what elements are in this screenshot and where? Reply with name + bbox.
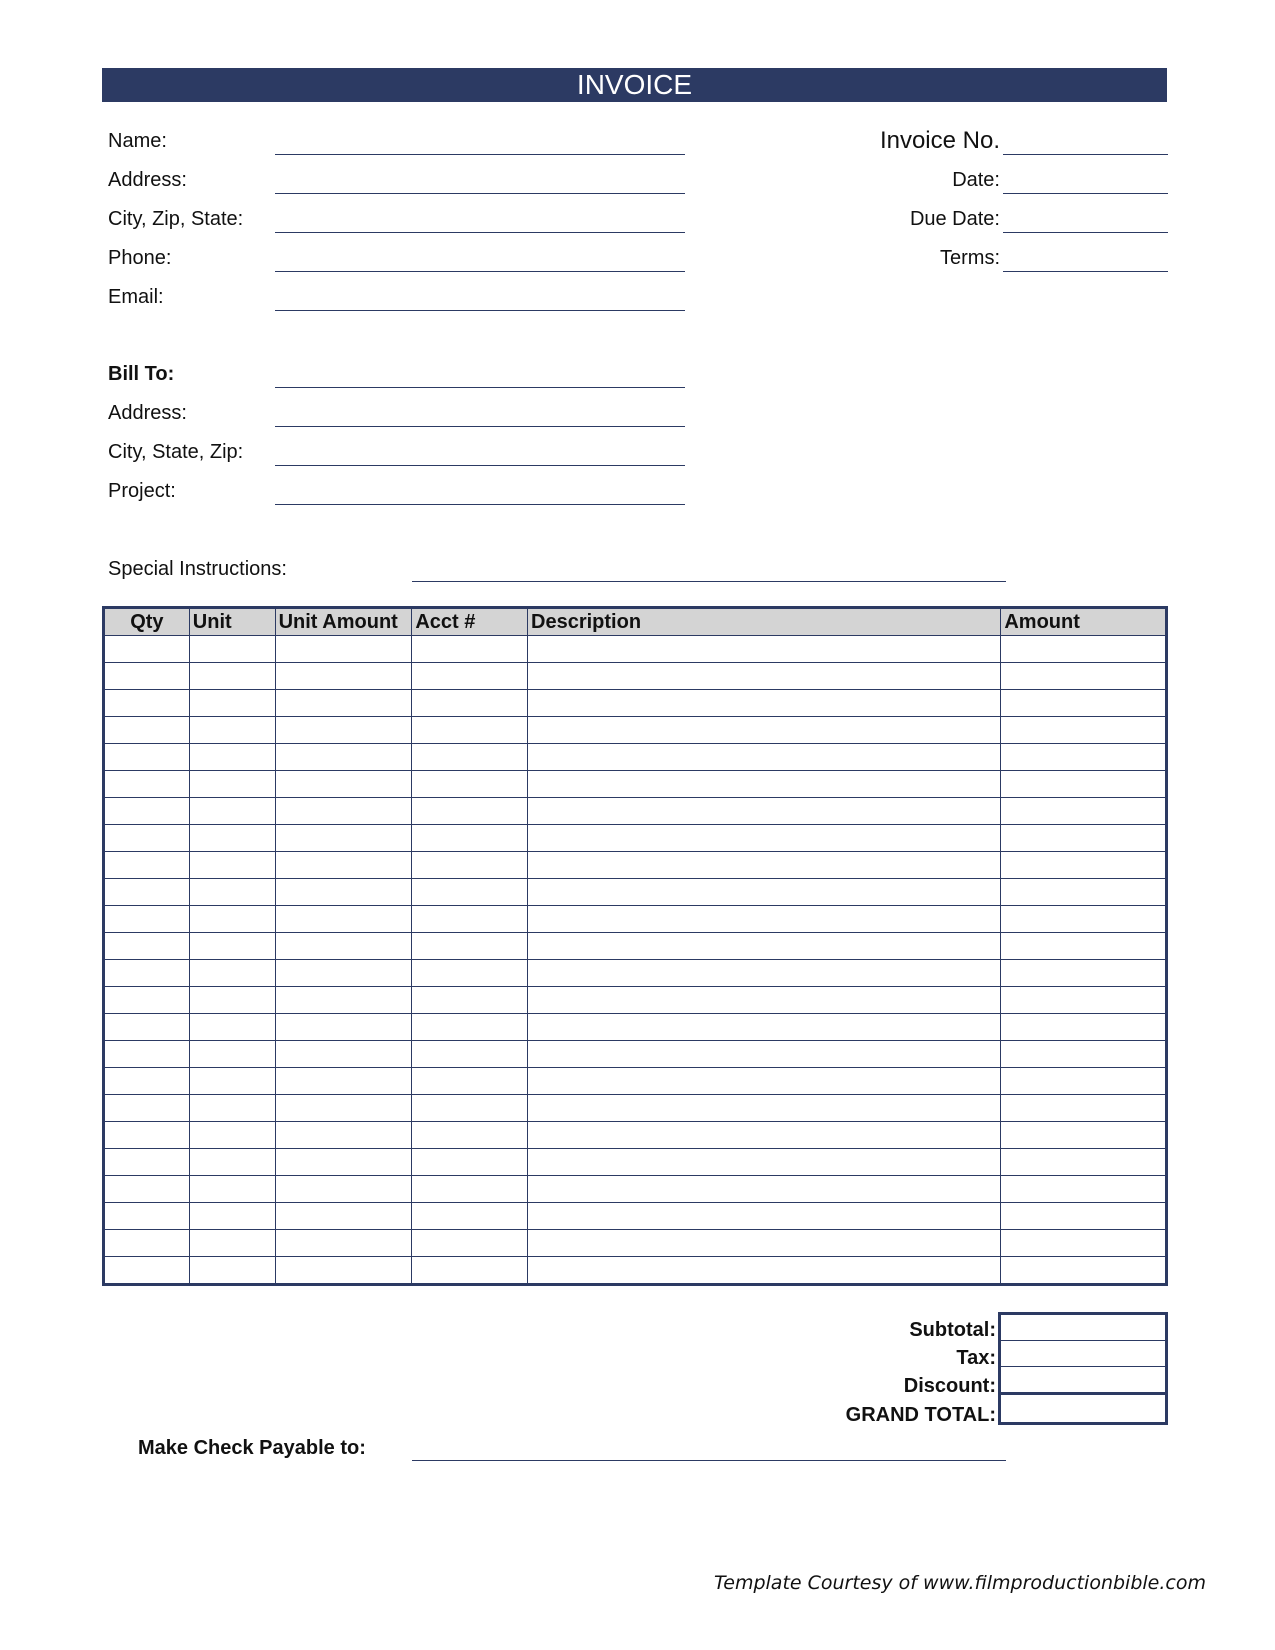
table-row [104, 1095, 1167, 1122]
table-cell[interactable] [528, 960, 1001, 987]
table-cell[interactable] [528, 744, 1001, 771]
table-cell[interactable] [104, 933, 190, 960]
table-cell[interactable] [104, 906, 190, 933]
table-cell[interactable] [412, 771, 528, 798]
table-cell[interactable] [275, 744, 412, 771]
table-cell[interactable] [275, 960, 412, 987]
payable-to-label: Make Check Payable to: [138, 1437, 366, 1459]
table-cell[interactable] [528, 690, 1001, 717]
table-cell[interactable] [1001, 1230, 1167, 1257]
table-row [104, 933, 1167, 960]
phone-label: Phone: [108, 247, 172, 269]
table-cell[interactable] [528, 1122, 1001, 1149]
name-label: Name: [108, 130, 167, 152]
table-cell[interactable] [1001, 1095, 1167, 1122]
table-cell[interactable] [528, 852, 1001, 879]
table-cell[interactable] [1001, 1014, 1167, 1041]
table-row [104, 1203, 1167, 1230]
project-field[interactable] [275, 504, 685, 505]
bill-city-state-zip-field[interactable] [275, 465, 685, 466]
table-cell[interactable] [104, 744, 190, 771]
table-row [104, 1257, 1167, 1285]
table-cell[interactable] [1001, 636, 1167, 663]
table-cell[interactable] [275, 1068, 412, 1095]
special-instructions-field[interactable] [412, 581, 1006, 582]
totals-box [998, 1312, 1168, 1425]
bill-to-field[interactable] [275, 387, 685, 388]
name-field[interactable] [275, 154, 685, 155]
table-cell[interactable] [412, 1257, 528, 1285]
table-row [104, 1014, 1167, 1041]
table-row [104, 690, 1167, 717]
table-cell[interactable] [528, 798, 1001, 825]
table-row [104, 798, 1167, 825]
table-cell[interactable] [275, 987, 412, 1014]
table-row [104, 960, 1167, 987]
table-cell[interactable] [412, 960, 528, 987]
table-cell[interactable] [1001, 744, 1167, 771]
table-cell[interactable] [528, 663, 1001, 690]
table-cell[interactable] [412, 879, 528, 906]
table-cell[interactable] [275, 636, 412, 663]
table-cell[interactable] [1001, 933, 1167, 960]
table-cell[interactable] [104, 1176, 190, 1203]
payable-to-field[interactable] [412, 1460, 1006, 1461]
table-cell[interactable] [104, 717, 190, 744]
table-cell[interactable] [1001, 1041, 1167, 1068]
table-cell[interactable] [1001, 852, 1167, 879]
table-cell[interactable] [189, 1014, 275, 1041]
table-cell[interactable] [528, 1230, 1001, 1257]
table-cell[interactable] [104, 852, 190, 879]
table-cell[interactable] [104, 1257, 190, 1285]
table-cell[interactable] [1001, 825, 1167, 852]
table-cell[interactable] [189, 852, 275, 879]
table-cell[interactable] [528, 825, 1001, 852]
table-cell[interactable] [528, 1176, 1001, 1203]
table-cell[interactable] [1001, 960, 1167, 987]
table-cell[interactable] [189, 960, 275, 987]
table-cell[interactable] [104, 636, 190, 663]
email-label: Email: [108, 286, 164, 308]
due-date-field[interactable] [1003, 232, 1168, 233]
address-field[interactable] [275, 193, 685, 194]
table-cell[interactable] [189, 663, 275, 690]
table-cell[interactable] [275, 1095, 412, 1122]
invoice-no-label: Invoice No. [879, 127, 1000, 154]
date-label: Date: [952, 169, 1000, 191]
col-header-acct: Acct # [412, 608, 528, 636]
city-zip-state-label: City, Zip, State: [108, 208, 244, 230]
table-cell[interactable] [104, 960, 190, 987]
table-row [104, 1122, 1167, 1149]
table-cell[interactable] [1001, 717, 1167, 744]
table-cell[interactable] [412, 1014, 528, 1041]
table-cell[interactable] [189, 1122, 275, 1149]
table-cell[interactable] [528, 906, 1001, 933]
table-cell[interactable] [104, 663, 190, 690]
table-row [104, 906, 1167, 933]
col-header-unit-amount: Unit Amount [275, 608, 412, 636]
table-cell[interactable] [412, 1122, 528, 1149]
terms-field[interactable] [1003, 271, 1168, 272]
table-row [104, 852, 1167, 879]
table-cell[interactable] [412, 933, 528, 960]
table-cell[interactable] [275, 798, 412, 825]
table-cell[interactable] [528, 879, 1001, 906]
table-cell[interactable] [104, 771, 190, 798]
table-cell[interactable] [275, 1230, 412, 1257]
table-cell[interactable] [189, 1149, 275, 1176]
table-cell[interactable] [412, 1176, 528, 1203]
table-cell[interactable] [104, 1041, 190, 1068]
bill-address-label: Address: [108, 402, 187, 424]
table-cell[interactable] [104, 1230, 190, 1257]
table-cell[interactable] [528, 1203, 1001, 1230]
table-cell[interactable] [275, 852, 412, 879]
table-cell[interactable] [528, 987, 1001, 1014]
table-cell[interactable] [275, 663, 412, 690]
col-header-amount: Amount [1001, 608, 1167, 636]
table-row [104, 717, 1167, 744]
discount-field[interactable] [1000, 1367, 1167, 1394]
table-cell[interactable] [189, 1095, 275, 1122]
table-cell[interactable] [104, 1203, 190, 1230]
table-cell[interactable] [189, 744, 275, 771]
project-label: Project: [108, 480, 176, 502]
table-cell[interactable] [1001, 1068, 1167, 1095]
table-cell[interactable] [1001, 987, 1167, 1014]
line-items-table [102, 606, 1168, 1286]
table-cell[interactable] [1001, 798, 1167, 825]
table-row [104, 636, 1167, 663]
phone-field[interactable] [275, 271, 685, 272]
table-row [104, 1068, 1167, 1095]
table-cell[interactable] [189, 717, 275, 744]
table-cell[interactable] [104, 1095, 190, 1122]
table-cell[interactable] [1001, 1149, 1167, 1176]
table-row [104, 987, 1167, 1014]
table-cell[interactable] [189, 906, 275, 933]
table-cell[interactable] [104, 987, 190, 1014]
table-cell[interactable] [275, 1149, 412, 1176]
grand-total-field[interactable] [1000, 1394, 1167, 1424]
table-cell[interactable] [1001, 1122, 1167, 1149]
table-cell[interactable] [528, 1041, 1001, 1068]
table-row [104, 879, 1167, 906]
table-cell[interactable] [189, 1041, 275, 1068]
table-cell[interactable] [275, 825, 412, 852]
table-cell[interactable] [104, 1068, 190, 1095]
table-row [104, 825, 1167, 852]
table-row [104, 771, 1167, 798]
grand-total-label: GRAND TOTAL: [845, 1404, 996, 1426]
table-cell[interactable] [1001, 690, 1167, 717]
col-header-description: Description [528, 608, 1001, 636]
table-cell[interactable] [275, 1176, 412, 1203]
bill-address-field[interactable] [275, 426, 685, 427]
due-date-label: Due Date: [909, 208, 1000, 230]
table-cell[interactable] [528, 771, 1001, 798]
table-cell[interactable] [104, 798, 190, 825]
bill-city-state-zip-label: City, State, Zip: [108, 441, 244, 463]
table-cell[interactable] [189, 690, 275, 717]
table-cell[interactable] [104, 879, 190, 906]
table-cell[interactable] [528, 1068, 1001, 1095]
table-cell[interactable] [412, 1041, 528, 1068]
city-zip-state-field[interactable] [275, 232, 685, 233]
table-cell[interactable] [275, 1014, 412, 1041]
table-cell[interactable] [412, 717, 528, 744]
table-cell[interactable] [104, 825, 190, 852]
table-cell[interactable] [412, 852, 528, 879]
bill-to-label: Bill To: [108, 363, 175, 385]
table-cell[interactable] [412, 744, 528, 771]
table-cell[interactable] [528, 636, 1001, 663]
table-cell[interactable] [528, 1095, 1001, 1122]
col-header-qty: Qty [104, 608, 190, 636]
table-cell[interactable] [104, 1122, 190, 1149]
address-label: Address: [108, 169, 187, 191]
table-cell[interactable] [412, 906, 528, 933]
table-cell[interactable] [412, 663, 528, 690]
table-cell[interactable] [189, 636, 275, 663]
table-row [104, 1230, 1167, 1257]
tax-label: Tax: [956, 1347, 996, 1369]
table-cell[interactable] [189, 825, 275, 852]
table-cell[interactable] [1001, 1257, 1167, 1285]
table-cell[interactable] [189, 933, 275, 960]
table-cell[interactable] [104, 1014, 190, 1041]
footer-credit: Template Courtesy of www.filmproductionbible.com [714, 1572, 1206, 1594]
terms-label: Terms: [940, 247, 1000, 269]
table-cell[interactable] [412, 1203, 528, 1230]
table-cell[interactable] [275, 933, 412, 960]
table-cell[interactable] [412, 636, 528, 663]
table-cell[interactable] [528, 1149, 1001, 1176]
table-cell[interactable] [275, 879, 412, 906]
table-cell[interactable] [1001, 663, 1167, 690]
table-cell[interactable] [189, 987, 275, 1014]
table-cell[interactable] [412, 1095, 528, 1122]
table-cell[interactable] [189, 1203, 275, 1230]
discount-label: Discount: [903, 1375, 996, 1397]
date-field[interactable] [1003, 193, 1168, 194]
table-cell[interactable] [275, 906, 412, 933]
table-cell[interactable] [189, 771, 275, 798]
table-cell[interactable] [275, 1041, 412, 1068]
table-cell[interactable] [1001, 771, 1167, 798]
table-cell[interactable] [189, 1176, 275, 1203]
table-cell[interactable] [1001, 879, 1167, 906]
table-cell[interactable] [528, 1257, 1001, 1285]
invoice-title: INVOICE [102, 68, 1167, 102]
table-cell[interactable] [412, 1149, 528, 1176]
table-cell[interactable] [189, 879, 275, 906]
table-cell[interactable] [412, 1230, 528, 1257]
table-cell[interactable] [275, 771, 412, 798]
table-cell[interactable] [528, 1014, 1001, 1041]
tax-field[interactable] [1000, 1341, 1167, 1367]
invoice-no-field[interactable] [1003, 154, 1168, 155]
table-cell[interactable] [104, 1149, 190, 1176]
table-cell[interactable] [189, 1068, 275, 1095]
table-cell[interactable] [412, 825, 528, 852]
table-cell[interactable] [1001, 1203, 1167, 1230]
table-row [104, 744, 1167, 771]
special-instructions-label: Special Instructions: [108, 558, 287, 580]
table-row [104, 1041, 1167, 1068]
table-cell[interactable] [412, 987, 528, 1014]
table-row [104, 1149, 1167, 1176]
subtotal-field[interactable] [1000, 1314, 1167, 1341]
table-cell[interactable] [1001, 1176, 1167, 1203]
table-cell[interactable] [412, 690, 528, 717]
table-row [104, 663, 1167, 690]
table-cell[interactable] [189, 798, 275, 825]
table-cell[interactable] [528, 933, 1001, 960]
email-field[interactable] [275, 310, 685, 311]
table-cell[interactable] [412, 798, 528, 825]
table-cell[interactable] [189, 1230, 275, 1257]
table-cell[interactable] [1001, 906, 1167, 933]
subtotal-label: Subtotal: [909, 1319, 996, 1341]
table-cell[interactable] [275, 1203, 412, 1230]
table-row [104, 1176, 1167, 1203]
table-cell[interactable] [104, 690, 190, 717]
table-cell[interactable] [275, 717, 412, 744]
col-header-unit: Unit [189, 608, 275, 636]
table-cell[interactable] [275, 1257, 412, 1285]
table-cell[interactable] [275, 1122, 412, 1149]
table-header-row [104, 608, 1167, 636]
table-cell[interactable] [412, 1068, 528, 1095]
table-cell[interactable] [189, 1257, 275, 1285]
table-cell[interactable] [528, 717, 1001, 744]
table-cell[interactable] [275, 690, 412, 717]
